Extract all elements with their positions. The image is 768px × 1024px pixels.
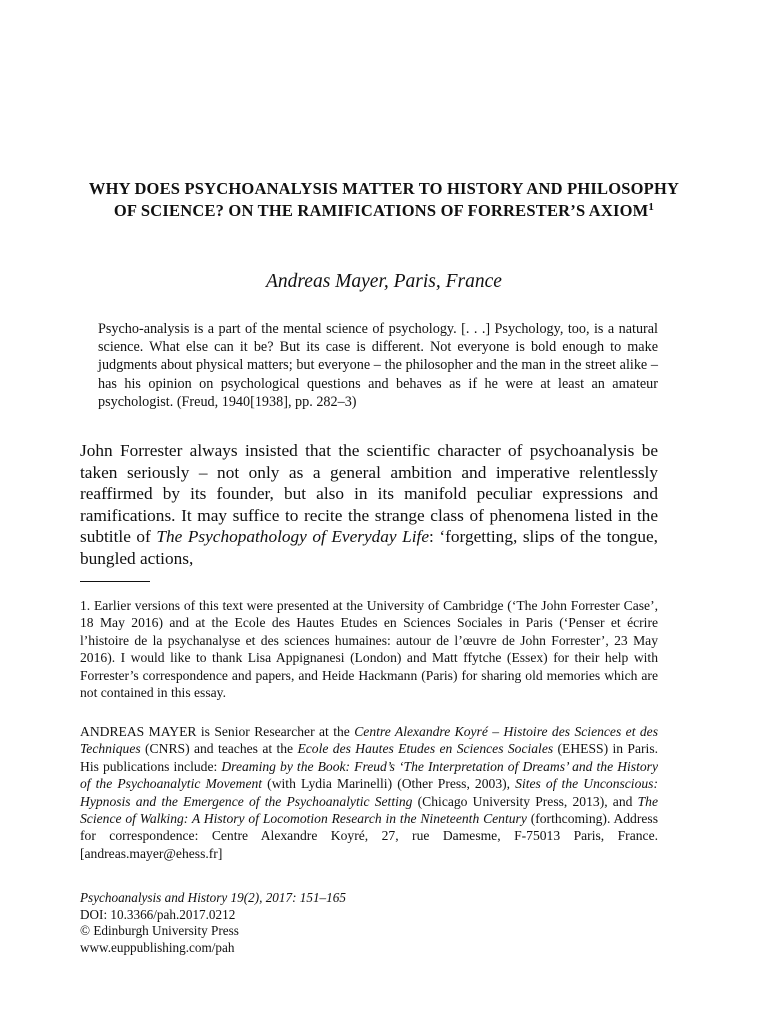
bio-publication: The Science of Walking: A History of Locomotion Research in the Nineteenth Century xyxy=(80,793,658,827)
bio-text: (CNRS) and teaches at the xyxy=(140,741,298,757)
epigraph-quote: Psycho-analysis is a part of the mental science of psychology. [. . .] Psychology, too, is a natural science. What else can it be? But its case is different. Not everyone is bold enough to make judgments about physical matters; but everyone – the philosopher and the man in the street alike – has his opinion on psychological questions and behaves as if he were at least an amateur psychologist. (Freud, 1940[1938], pp. 282–3) xyxy=(98,321,658,410)
bio-institution: Centre Alexandre Koyré – Histoire des Sciences et des Techniques xyxy=(80,724,658,757)
title-footnote-marker[interactable]: 1 xyxy=(648,201,655,213)
journal-citation: Psychoanalysis and History 19(2), 2017: 151–165 xyxy=(80,890,346,905)
bio-text: (EHESS) in Paris. His publications include: xyxy=(80,741,659,774)
copyright: © Edinburgh University Press xyxy=(80,923,239,939)
footnote: 1. Earlier versions of this text were presented at the University of Cambridge (‘The John Forrester Case’, 18 May 2016) and at the Ecole des Hautes Etudes en Sciences Sociales in Paris (‘Penser et écrire l’histoire de la psychanalyse et des sciences humaines: autour de l’œuvre de John Forrester’, 23 May 2016). I would like to thank Lisa Appignanesi (London) and Matt ffytche (Essex) for their help with Forrester’s correspondence and papers, and Heide Hackmann (Paris) for sharing old memories which are not contained in this essay. xyxy=(80,598,658,701)
bio-institution: Ecole des Hautes Etudes en Sciences Sociales xyxy=(297,741,554,757)
publisher-url[interactable]: www.euppublishing.com/pah xyxy=(80,939,235,955)
bio-publication: Sites of the Unconscious: Hypnosis and the Emergence of the Psychoanalytic Setting xyxy=(80,776,658,809)
author-bio xyxy=(80,723,658,862)
doi[interactable]: DOI: 10.3366/pah.2017.0212 xyxy=(80,906,236,922)
bio-text: (with Lydia Marinelli) (Other Press, 2003), xyxy=(262,776,516,792)
bio-text: ANDREAS MAYER is Senior Researcher at the xyxy=(80,724,355,739)
publication-info xyxy=(80,890,658,956)
bio-text: (forthcoming). Address for correspondence: Centre Alexandre Koyré, 27, rue Damesme, F-75013 Paris, France. [andreas.mayer@ehess.fr] xyxy=(80,811,658,861)
book-title: The Psychopathology of Everyday Life xyxy=(156,527,430,546)
body-text-tail: : ‘forgetting, slips of the tongue, bungled actions, xyxy=(80,527,658,568)
bio-publication: Dreaming by the Book: Freud’s ‘The Interpretation of Dreams’ and the History of the Psychoanalytic Movement xyxy=(80,758,658,792)
footnote-divider xyxy=(80,581,150,582)
bio-text: (Chicago University Press, 2013), and xyxy=(412,793,638,809)
body-text: John Forrester always insisted that the scientific character of psychoanalysis be taken seriously – not only as a general ambition and imperative relentlessly reaffirmed by its founder, but also in its manifold peculiar expressions and ramifications. It may suffice to recite the strange class of phenomena listed in the subtitle of xyxy=(80,441,658,546)
article-title-text: WHY DOES PSYCHOANALYSIS MATTER TO HISTORY AND PHILOSOPHY OF SCIENCE? ON THE RAMIFICATIONS OF FORRESTER’S AXIOM xyxy=(88,179,680,220)
article-title xyxy=(80,178,688,222)
body-paragraph xyxy=(80,440,658,569)
author-line: Andreas Mayer, Paris, France xyxy=(266,271,502,292)
